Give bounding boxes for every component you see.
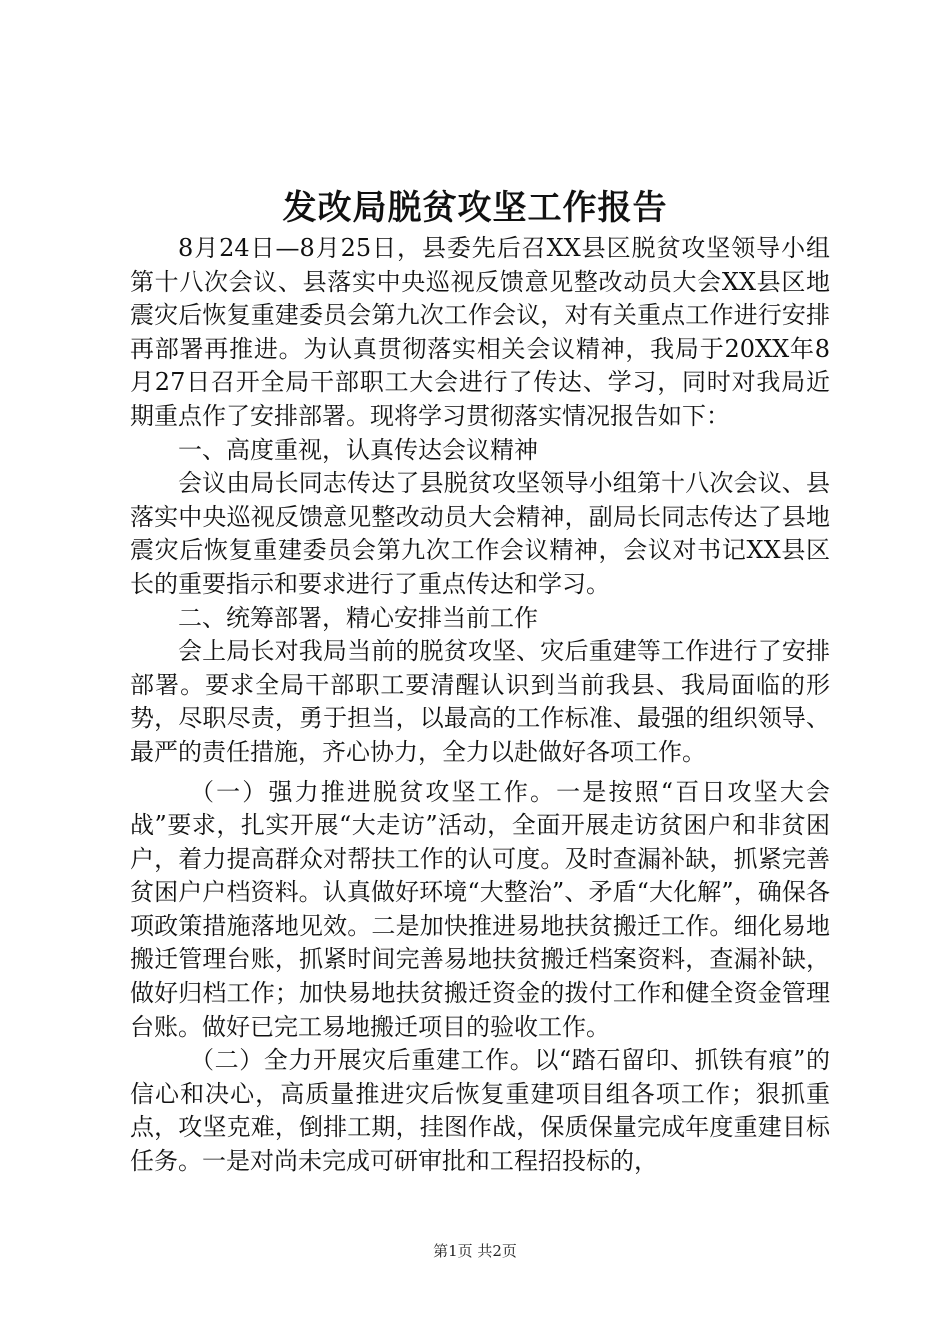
section-2-paragraph: 会上局长对我局当前的脱贫攻坚、灾后重建等工作进行了安排部署。要求全局干部职工要清醒认识到当前我县、我局面临的形势，尽职尽责，勇于担当，以最高的工作标准、最强的组织领导、最严的责任措施，齐心协力，全力以赴做好各项工作。 xyxy=(130,637,830,766)
section-heading-2: 二、统筹部署，精心安排当前工作 xyxy=(178,603,538,632)
section-1-paragraph: 会议由局长同志传达了县脱贫攻坚领导小组第十八次会议、县落实中央巡视反馈意见整改动员大会精神，副局长同志传达了县地震灾后恢复重建委员会第九次工作会议精神，会议对书记XX县区长的重要指示和要求进行了重点传达和学习。 xyxy=(130,469,830,598)
section-heading-1: 一、高度重视，认真传达会议精神 xyxy=(178,435,538,464)
subsection-2-paragraph: （二）全力开展灾后重建工作。以“踏石留印、抓铁有痕”的信心和决心，高质量推进灾后恢复重建项目组各项工作；狠抓重点，攻坚克难，倒排工期，挂图作战，保质保量完成年度重建目标任务。一是对尚未完成可研审批和工程招投标的， xyxy=(130,1046,830,1176)
document-body xyxy=(130,232,830,1179)
intro-paragraph: 8月24日—8月25日，县委先后召XX县区脱贫攻坚领导小组第十八次会议、县落实中央巡视反馈意见整改动员大会XX县区地震灾后恢复重建委员会第九次工作会议，对有关重点工作进行安排再部署再推进。为认真贯彻落实相关会议精神，我局于20XX年8月27日召开全局干部职工大会进行了传达、学习，同时对我局近期重点作了安排部署。现将学习贯彻落实情况报告如下： xyxy=(130,234,830,430)
subsection-1-paragraph: （一）强力推进脱贫攻坚工作。一是按照“百日攻坚大会战”要求，扎实开展“大走访”活动，全面开展走访贫困户和非贫困户，着力提高群众对帮扶工作的认可度。及时查漏补缺，抓紧完善贫困户户档资料。认真做好环境“大整治”、矛盾“大化解”，确保各项政策措施落地见效。二是加快推进易地扶贫搬迁工作。细化易地搬迁管理台账，抓紧时间完善易地扶贫搬迁档案资料，查漏补缺，做好归档工作；加快易地扶贫搬迁资金的拨付工作和健全资金管理台账。做好已完工易地搬迁项目的验收工作。 xyxy=(130,777,830,1041)
page-footer: 第1页 共2页 xyxy=(433,1242,517,1260)
document-title: 发改局脱贫攻坚工作报告 xyxy=(282,188,668,228)
